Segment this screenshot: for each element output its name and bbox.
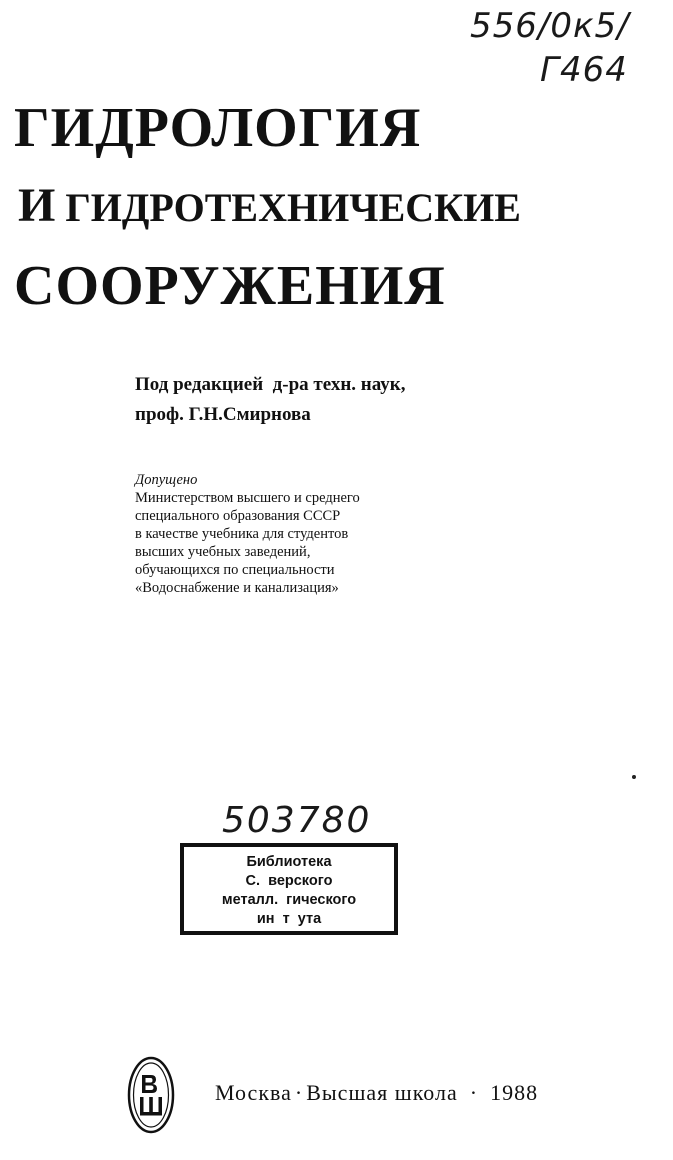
title-line-3: СООРУЖЕНИЯ [14,255,446,317]
approval-line: обучающихся по специальности [135,562,335,578]
approval-block [135,471,360,597]
title-line-2-rest: ГИДРОТЕХНИЧЕСКИЕ [65,185,521,230]
publisher-name: Высшая школа [306,1080,458,1105]
stamp-line: ин т ута [256,911,322,927]
approval-line: в качестве учебника для студентов [135,526,349,542]
margin-dot [632,775,636,779]
approval-line: «Водоснабжение и канализация» [135,580,339,596]
handwritten-code-line1: 556/0к5/ [470,6,630,46]
inventory-number: 503780 [222,800,372,841]
title-line-1: ГИДРОЛОГИЯ [14,97,422,159]
approval-line: высших учебных заведений, [135,544,311,560]
approval-heading: Допущено [135,472,198,488]
stamp-line: металл. гического [221,892,357,908]
approval-line: Министерством высшего и среднего [135,490,360,506]
footer-separator: · [469,1080,479,1105]
editor-line-2: проф. Г.Н.Смирнова [135,404,311,425]
library-stamp [180,843,398,935]
handwritten-code-line2: Г464 [540,50,628,90]
title-line-2 [18,179,521,232]
editor-block [135,370,405,430]
publication-year: 1988 [490,1080,539,1105]
publisher-logo-icon [126,1055,176,1135]
publisher-footer [215,1080,538,1106]
editor-line-1: Под редакцией д-ра техн. наук, [135,374,406,395]
approval-line: специального образования СССР [135,508,341,524]
title-line-2-initial: И [18,179,56,232]
publisher-city: Москва [215,1080,292,1105]
stamp-line: С. верского [245,873,333,889]
footer-separator: · [294,1080,304,1105]
library-stamp-text [184,853,394,929]
stamp-line: Библиотека [246,854,332,870]
